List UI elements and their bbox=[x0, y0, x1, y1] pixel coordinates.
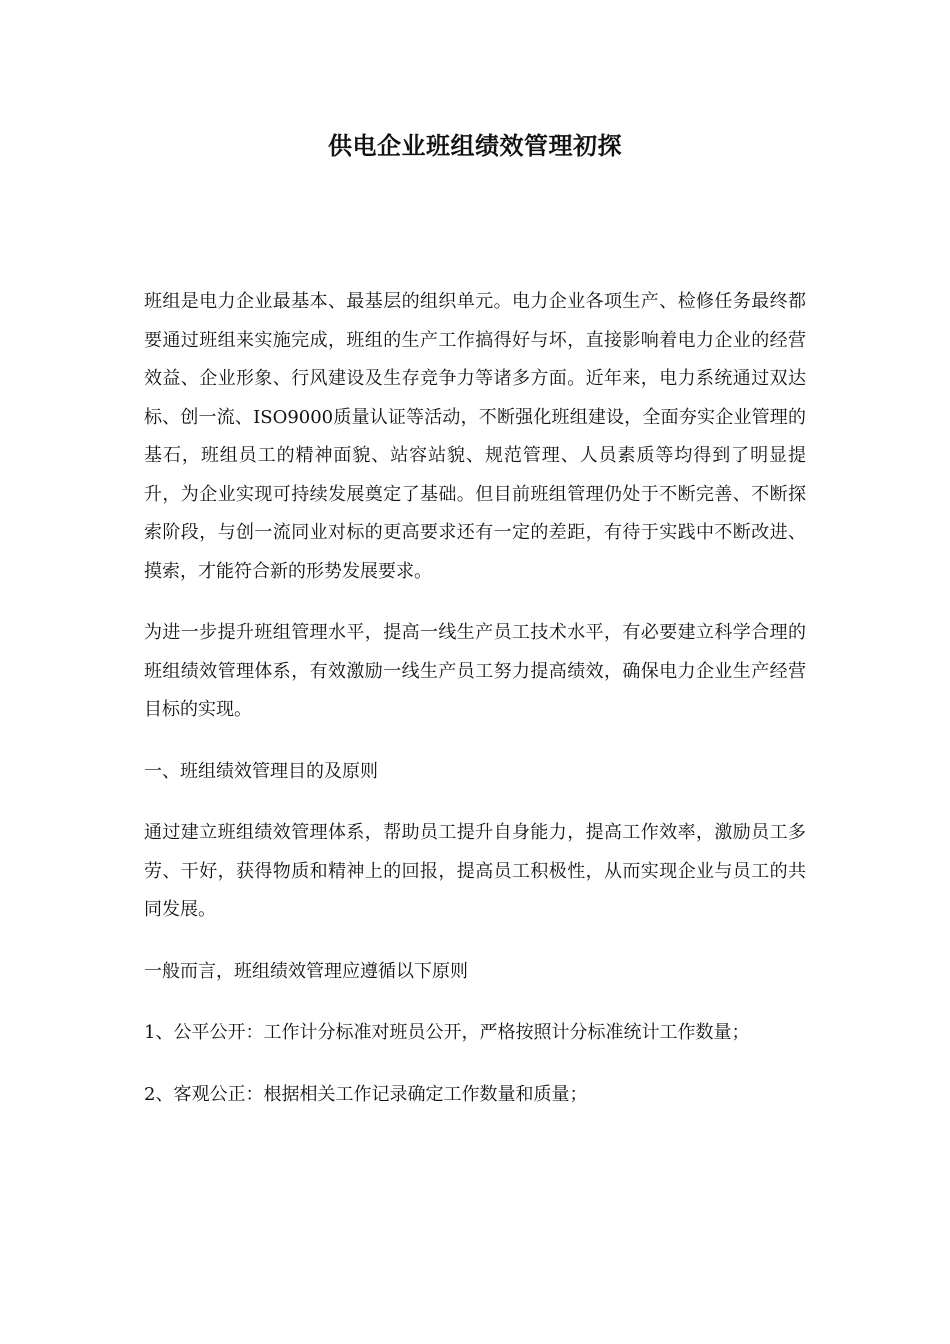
section-heading-1: 一、班组绩效管理目的及原则 bbox=[144, 760, 378, 782]
document-body bbox=[144, 283, 806, 1137]
principle-item-1: 1、公平公开：工作计分标准对班员公开，严格按照计分标准统计工作数量； bbox=[144, 1022, 750, 1043]
document-title: 供电企业班组绩效管理初探 bbox=[328, 131, 622, 160]
paragraph-purpose: 为进一步提升班组管理水平，提高一线生产员工技术水平，有必要建立科学合理的班组绩效管理体系，有效激励一线生产员工努力提高绩效，确保电力企业生产经营目标的实现。 bbox=[144, 622, 806, 720]
paragraph-goal: 通过建立班组绩效管理体系，帮助员工提升自身能力，提高工作效率，激励员工多劳、干好，获得物质和精神上的回报，提高员工积极性，从而实现企业与员工的共同发展。 bbox=[144, 822, 806, 920]
principle-item-2: 2、客观公正：根据相关工作记录确定工作数量和质量； bbox=[144, 1083, 588, 1105]
paragraph-intro: 班组是电力企业最基本、最基层的组织单元。电力企业各项生产、检修任务最终都要通过班组来实施完成，班组的生产工作搞得好与坏，直接影响着电力企业的经营效益、企业形象、行风建设及生存竞争力等诸多方面。近年来，电力系统通过双达标、创一流、ISO9000质量认证等活动，不断强化班组建设，全面夯实企业管理的基石，班组员工的精神面貌、站容站貌、规范管理、人员素质等均得到了明显提升，为企业实现可持续发展奠定了基础。但目前班组管理仍处于不断完善、不断探索阶段，与创一流同业对标的更高要求还有一定的差距，有待于实践中不断改进、摸索，才能符合新的形势发展要求。 bbox=[144, 291, 806, 582]
paragraph-principles-intro: 一般而言，班组绩效管理应遵循以下原则 bbox=[144, 960, 468, 982]
